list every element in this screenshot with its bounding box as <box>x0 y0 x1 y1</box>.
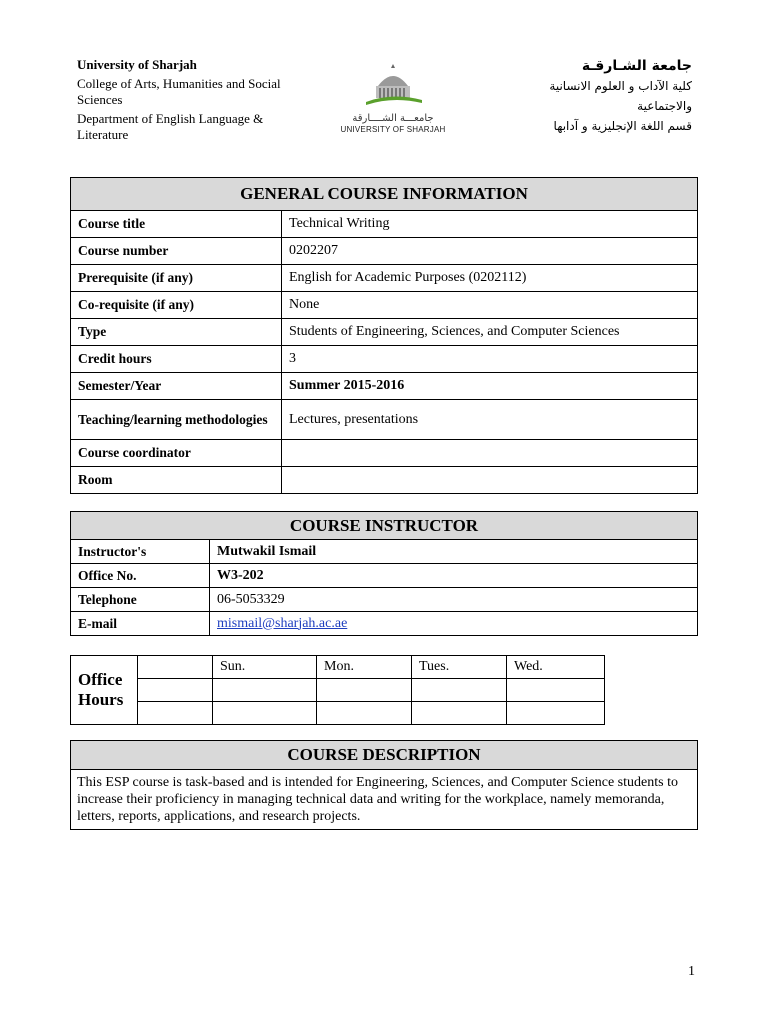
general-course-info-table <box>70 177 698 494</box>
header-english <box>77 57 292 143</box>
row-label: Course title <box>71 211 282 238</box>
row-label: Course coordinator <box>71 440 282 467</box>
table-row <box>71 440 698 467</box>
university-name: University of Sharjah <box>77 57 197 72</box>
row-value: Lectures, presentations <box>282 400 698 440</box>
general-info-title: GENERAL COURSE INFORMATION <box>71 178 698 211</box>
email-link[interactable]: mismail@sharjah.ac.ae <box>217 615 348 631</box>
table-row <box>71 319 698 346</box>
row-value: Summer 2015-2016 <box>282 373 698 400</box>
email-cell <box>210 612 698 636</box>
day-header-mon: Mon. <box>317 656 412 679</box>
table-row <box>71 588 698 612</box>
table-row <box>71 265 698 292</box>
page-number: 1 <box>688 964 695 979</box>
university-logo <box>338 58 448 136</box>
row-value <box>282 467 698 494</box>
row-value: 0202207 <box>282 238 698 265</box>
row-label: Room <box>71 467 282 494</box>
day-header-wed: Wed. <box>507 656 605 679</box>
instructor-title: COURSE INSTRUCTOR <box>71 512 698 540</box>
office-hours-cell <box>507 702 605 725</box>
office-hours-cell <box>138 679 213 702</box>
university-logo-icon <box>358 58 428 108</box>
row-label: Prerequisite (if any) <box>71 265 282 292</box>
office-hours-cell <box>412 702 507 725</box>
row-label: Office No. <box>71 564 210 588</box>
office-hours-cell <box>138 656 213 679</box>
arabic-college-line-1: كلية الآداب و العلوم الانسانية <box>549 79 692 93</box>
office-number: W3-202 <box>210 564 698 588</box>
course-description-table <box>70 740 698 830</box>
row-value: Technical Writing <box>282 211 698 238</box>
table-row <box>71 346 698 373</box>
arabic-department-name: قسم اللغة الإنجليزية و آدابها <box>553 119 692 133</box>
header-arabic <box>502 56 692 136</box>
telephone-value: 06-5053329 <box>210 588 698 612</box>
office-hours-row <box>71 679 605 702</box>
office-hours-cell <box>317 702 412 725</box>
arabic-university-name: جامعة الشـارقـة <box>581 58 692 74</box>
instructor-name: Mutwakil Ismail <box>210 540 698 564</box>
row-value: English for Academic Purposes (0202112) <box>282 265 698 292</box>
table-row <box>71 612 698 636</box>
department-name: Department of English Language & Literature <box>77 111 264 142</box>
row-value <box>282 440 698 467</box>
logo-english-text: UNIVERSITY OF SHARJAH <box>340 125 446 134</box>
row-label: E-mail <box>71 612 210 636</box>
college-name: College of Arts, Humanities and Social Sciences <box>77 76 281 107</box>
office-hours-row <box>71 702 605 725</box>
office-hours-cell <box>317 679 412 702</box>
table-row <box>71 564 698 588</box>
table-row <box>71 400 698 440</box>
office-hours-label: Office Hours <box>71 656 138 725</box>
arabic-college-line-2: والاجتماعية <box>637 99 692 113</box>
row-label: Co-requisite (if any) <box>71 292 282 319</box>
row-value: 3 <box>282 346 698 373</box>
row-label: Course number <box>71 238 282 265</box>
office-hours-cell <box>412 679 507 702</box>
office-hours-header-row <box>71 656 605 679</box>
day-header-tues: Tues. <box>412 656 507 679</box>
office-hours-cell <box>213 702 317 725</box>
row-value: None <box>282 292 698 319</box>
row-label: Type <box>71 319 282 346</box>
office-hours-table <box>70 655 605 725</box>
row-label: Instructor's <box>71 540 210 564</box>
description-text: This ESP course is task-based and is intended for Engineering, Sciences, and Computer Science students to increase their proficiency in managing technical data and writing for the workplace, namely memoranda, letters, reports, applications, and research projects. <box>71 770 698 830</box>
table-row <box>71 373 698 400</box>
description-title: COURSE DESCRIPTION <box>71 741 698 770</box>
table-row <box>71 238 698 265</box>
office-hours-cell <box>138 702 213 725</box>
table-row <box>71 540 698 564</box>
row-value: Students of Engineering, Sciences, and Computer Sciences <box>282 319 698 346</box>
day-header-sun: Sun. <box>213 656 317 679</box>
row-label: Teaching/learning methodologies <box>71 400 282 440</box>
row-label: Telephone <box>71 588 210 612</box>
course-instructor-table <box>70 511 698 636</box>
row-label: Credit hours <box>71 346 282 373</box>
row-label: Semester/Year <box>71 373 282 400</box>
office-hours-cell <box>213 679 317 702</box>
table-row <box>71 467 698 494</box>
table-row <box>71 292 698 319</box>
table-row <box>71 211 698 238</box>
office-hours-cell <box>507 679 605 702</box>
logo-arabic-text: جامعـــة الشــــارقة <box>352 113 434 124</box>
